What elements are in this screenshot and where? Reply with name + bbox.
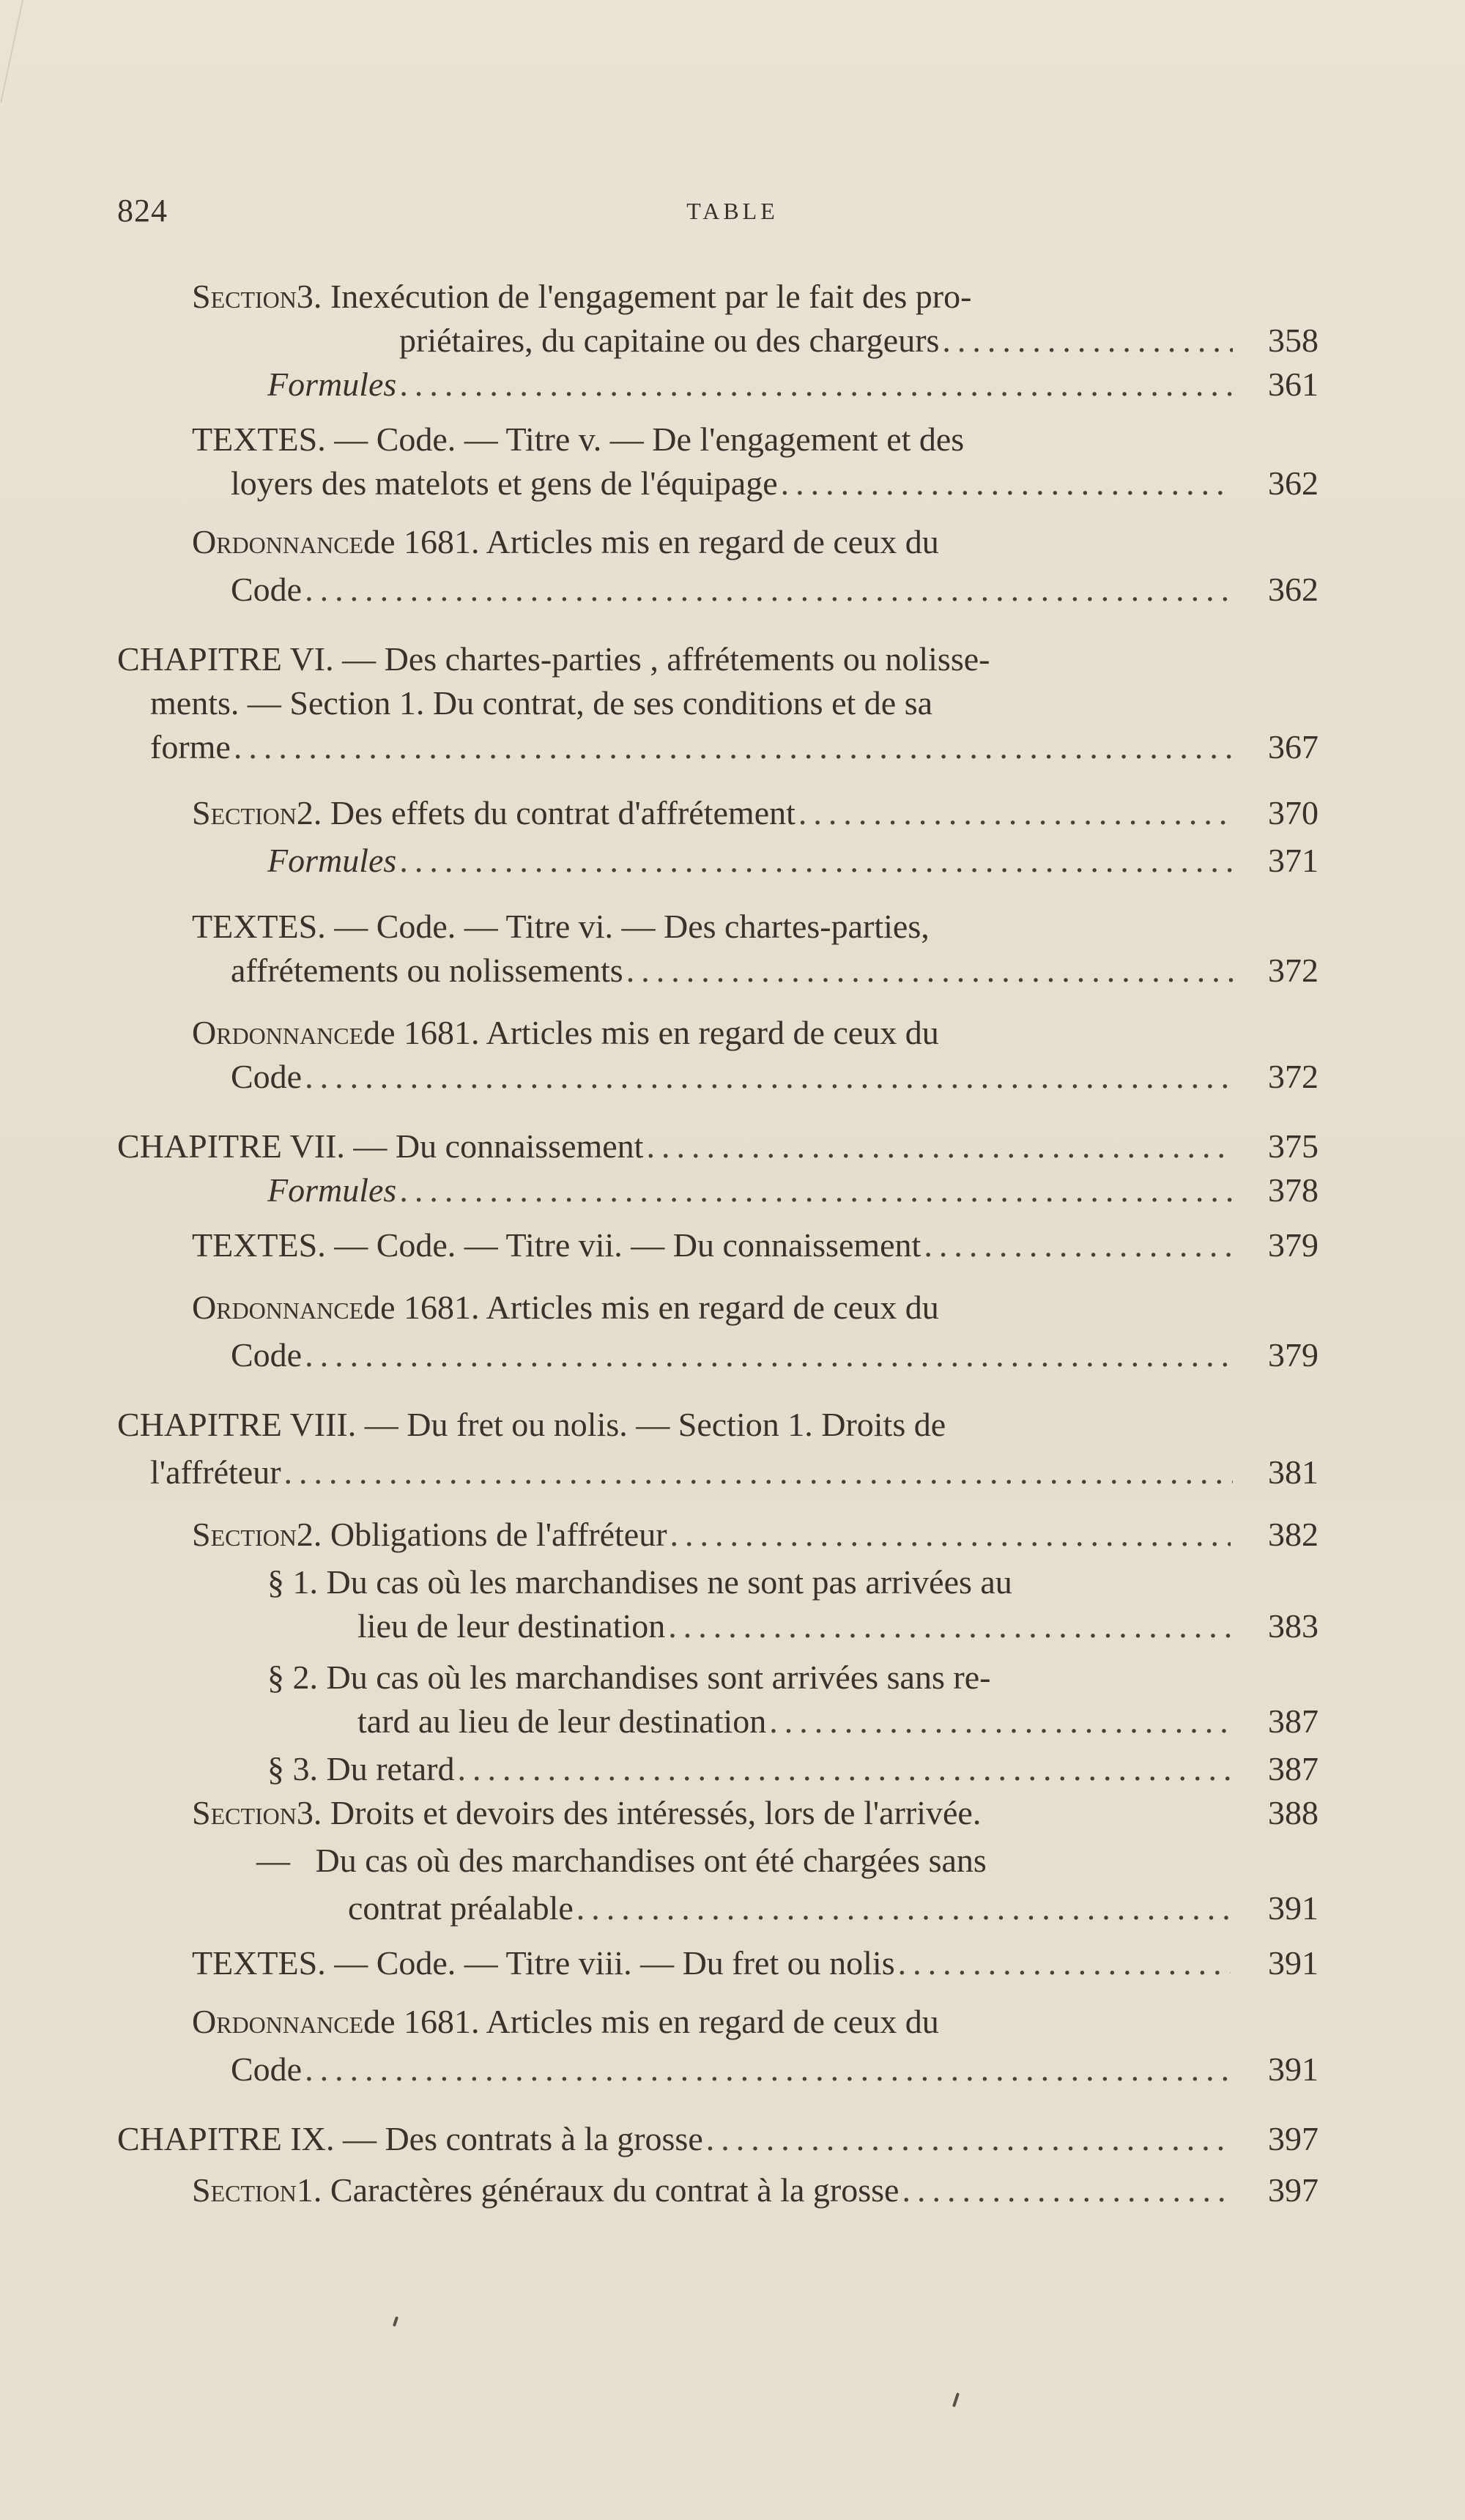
entry-text: TEXTES. — Code. — Titre vi. — Des chartes-parties, [192,908,930,945]
section-label: Section [192,794,297,831]
section-label: Section [192,1794,297,1831]
toc-entry-line [267,839,1242,883]
entry-text: affrétements ou nolissements [231,952,623,989]
toc-entry-line [192,1941,1239,1985]
entry-text: forme [150,728,231,766]
entry-text: TEXTES. — Code. — Titre viii. — Du fret ou nolis [192,1944,895,1982]
toc-entry-line [192,275,1239,319]
toc-entry-line [267,363,1242,407]
page-ref[interactable]: 379 [1268,1336,1318,1374]
entry-text: § 1. Du cas où les marchandises ne sont pas arrivées au [267,1563,1012,1601]
page-ref[interactable]: 383 [1268,1607,1318,1645]
page-edge [0,0,23,103]
leader-dots [798,791,1231,835]
page-ref[interactable]: 362 [1268,464,1318,502]
toc-entry-line [267,1168,1242,1212]
page-number: 824 [117,193,168,229]
toc-entry-line [192,1223,1239,1267]
leader-dots [399,839,1233,883]
leader-dots [399,363,1233,407]
entry-text: contrat préalable [348,1889,574,1927]
chapter-heading [117,2117,1242,2161]
page-ref[interactable]: 375 [1268,1127,1318,1165]
ink-speck [952,2393,960,2407]
toc-entry-line [192,418,1239,462]
entry-text: tard au lieu de leur destination [357,1702,767,1740]
toc-entry-line [231,949,1242,993]
leader-dots [902,2168,1231,2212]
leader-dots [284,1450,1233,1494]
page-ref[interactable]: 371 [1268,842,1318,879]
entry-text: de 1681. Articles mis en regard de ceux du [363,1289,939,1326]
section-label: Section [192,1516,297,1553]
entry-text: loyers des matelots et gens de l'équipage [231,464,778,502]
toc-entry-line [267,1656,1242,1700]
ordonnance-label: Ordonnance [192,1289,364,1326]
leader-dots [781,462,1233,505]
leader-dots [305,568,1233,612]
toc-entry-line [256,1839,1242,1883]
leader-dots [457,1747,1233,1791]
page-ref[interactable]: 370 [1268,794,1318,831]
leader-dots [898,1941,1231,1985]
leader-dots [668,1604,1233,1648]
entry-text: lieu de leur destination [357,1607,666,1645]
page-ref[interactable]: 387 [1268,1702,1318,1740]
toc-entry-line [231,2048,1242,2091]
page-ref[interactable]: 379 [1268,1226,1318,1264]
entry-text: de 1681. Articles mis en regard de ceux du [363,523,939,560]
toc-entry-line [192,1011,1239,1055]
leader-dots [626,949,1233,993]
entry-text: CHAPITRE IX. — Des contrats à la grosse [117,2120,703,2157]
toc-entry-line [357,1700,1242,1743]
page-ref[interactable]: 391 [1268,1944,1318,1982]
leader-dots [305,1333,1233,1377]
page-ref[interactable]: 381 [1268,1453,1318,1491]
toc-entry-line [192,1513,1239,1557]
toc-entry-line [150,681,1242,725]
toc-entry-line [267,1747,1242,1791]
leader-dots [924,1223,1231,1267]
toc-entry-line [192,520,1239,564]
page-ref[interactable]: 388 [1268,1794,1318,1831]
entry-text: Code [231,1058,303,1095]
entry-text: Formules [267,366,397,403]
entry-text: 2. Des effets du contrat d'affrétement [296,794,795,831]
toc-entry-line [192,791,1239,835]
entry-text: § 2. Du cas où les marchandises sont arrivées sans re- [267,1659,991,1696]
ordonnance-label: Ordonnance [192,523,364,560]
leader-dots [234,725,1233,769]
page-ref[interactable]: 361 [1268,366,1318,403]
entry-text: 1. Caractères généraux du contrat à la grosse [296,2171,900,2209]
page-ref[interactable]: 397 [1268,2171,1318,2209]
leader-dots [305,2048,1233,2091]
running-title: TABLE [686,198,779,224]
entry-text: 3. Inexécution de l'engagement par le fait des pro- [296,278,972,315]
leader-dots [305,1055,1233,1099]
entry-text: § 3. Du retard [267,1750,455,1787]
entry-text: Code [231,2050,303,2088]
toc-entry-line [231,1055,1242,1099]
toc-entry-line [150,1450,1242,1494]
leader-dots [576,1886,1233,1930]
entry-text: Code [231,1336,303,1374]
entry-text: CHAPITRE VII. — Du connaissement [117,1127,644,1165]
toc-entry-line [231,1333,1242,1377]
entry-text: — Du cas où des marchandises ont été chargées sans [256,1842,987,1879]
leader-dots [399,1168,1233,1212]
entry-text: de 1681. Articles mis en regard de ceux du [363,1014,939,1051]
entry-text: TEXTES. — Code. — Titre v. — De l'engagement et des [192,420,965,458]
ordonnance-label: Ordonnance [192,2003,364,2040]
leader-dots [769,1700,1233,1743]
toc-entry-line [231,462,1242,505]
section-label: Section [192,2171,297,2209]
toc-entry-line [192,2000,1239,2044]
toc-entry-line [399,319,1242,363]
ink-speck [393,2316,398,2327]
entry-text: 2. Obligations de l'affréteur [296,1516,667,1553]
entry-text: CHAPITRE VI. — Des chartes-parties , affrétements ou nolisse- [117,640,990,678]
toc-entry-line [192,1791,1239,1835]
entry-text: 3. Droits et devoirs des intéressés, lors de l'arrivée. [296,1794,982,1831]
page-ref[interactable]: 372 [1268,952,1318,989]
page-ref[interactable]: 397 [1268,2120,1318,2157]
toc-entry-line [267,1560,1242,1604]
toc-entry-line [192,905,1239,949]
leader-dots [942,319,1233,363]
entry-text: TEXTES. — Code. — Titre vii. — Du connaissement [192,1226,921,1264]
entry-text: de 1681. Articles mis en regard de ceux du [363,2003,939,2040]
chapter-heading [117,1403,1242,1447]
page-ref[interactable]: 367 [1268,728,1318,766]
entry-text: Formules [267,842,397,879]
entry-text: priétaires, du capitaine ou des chargeurs [399,322,940,359]
chapter-heading [117,637,1242,681]
toc-entry-line [150,725,1242,769]
entry-text: ments. — Section 1. Du contrat, de ses conditions et de sa [150,684,933,722]
leader-dots [646,1124,1233,1168]
chapter-heading [117,1124,1242,1168]
page-ref[interactable]: 382 [1268,1516,1318,1553]
page-ref[interactable]: 372 [1268,1058,1318,1095]
toc-entry-line [231,568,1242,612]
entry-text: CHAPITRE VIII. — Du fret ou nolis. — Section 1. Droits de [117,1406,946,1443]
ordonnance-label: Ordonnance [192,1014,364,1051]
page-ref[interactable]: 358 [1268,322,1318,359]
entry-text: Formules [267,1171,397,1209]
page-ref[interactable]: 362 [1268,571,1318,608]
section-label: Section [192,278,297,315]
page-ref[interactable]: 391 [1268,2050,1318,2088]
toc-entry-line [348,1886,1242,1930]
entry-text: l'affréteur [150,1453,281,1491]
toc-entry-line [192,1286,1239,1330]
page-ref[interactable]: 378 [1268,1171,1318,1209]
leader-dots [670,1513,1231,1557]
toc-entry-line [357,1604,1242,1648]
page-ref[interactable]: 391 [1268,1889,1318,1927]
page-ref[interactable]: 387 [1268,1750,1318,1787]
toc-entry-line [192,2168,1239,2212]
leader-dots [706,2117,1233,2161]
entry-text: Code [231,571,303,608]
